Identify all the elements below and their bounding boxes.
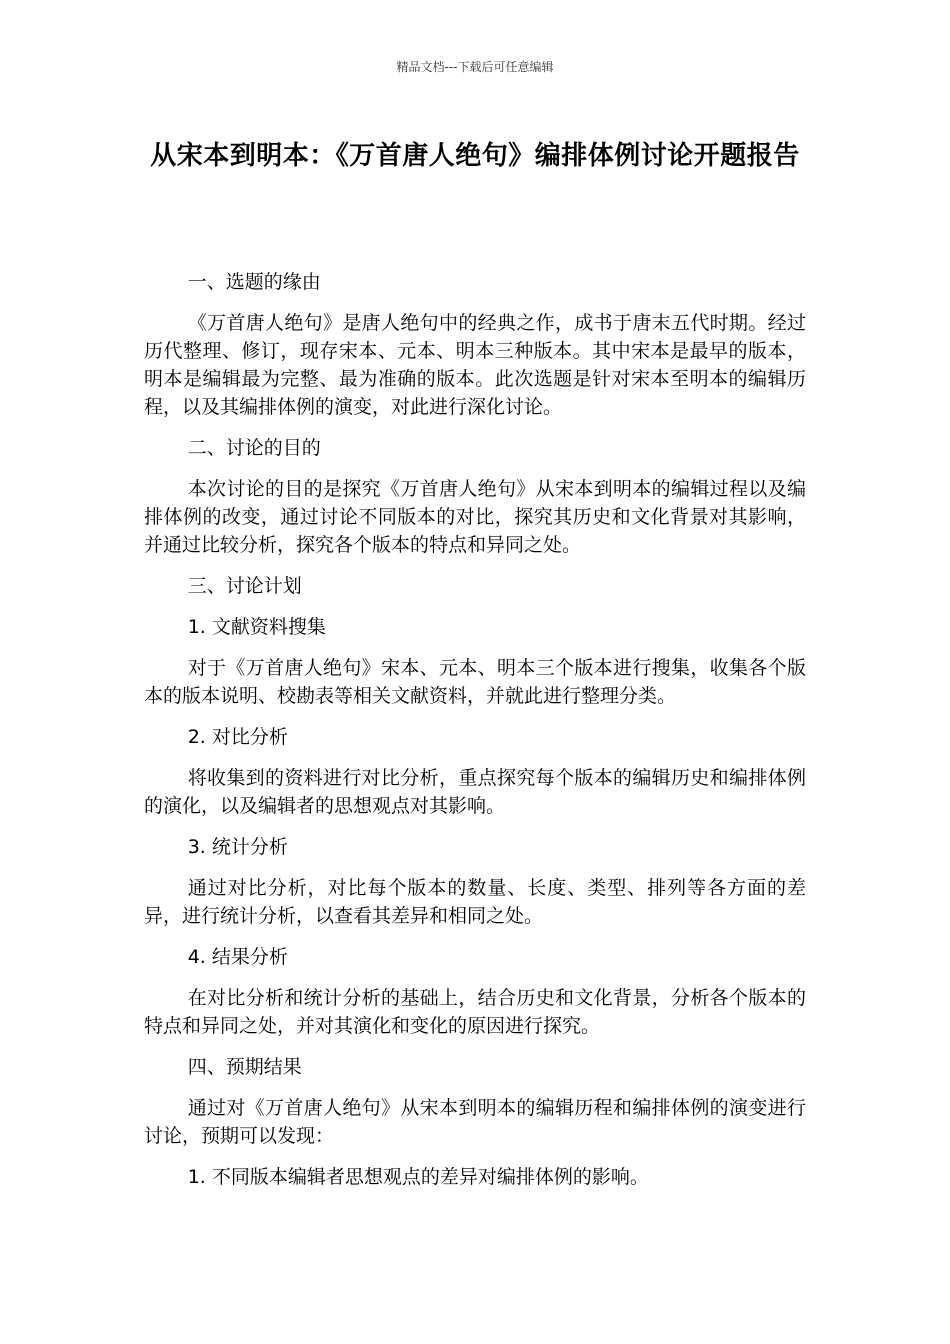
subsection-heading: 3. 统计分析 bbox=[187, 836, 288, 858]
subsection-heading: 1. 文献资料搜集 bbox=[187, 616, 326, 638]
header-note: 精品文档---下载后可任意编辑 bbox=[396, 60, 554, 74]
section-heading: 二、讨论的目的 bbox=[187, 437, 321, 459]
body-paragraph: 本次讨论的目的是探究《万首唐人绝句》从宋本到明本的编辑过程以及编排体例的改变，通过讨论不同版本的对比，探究其历史和文化背景对其影响，并通过比较分析，探究各个版本的特点和异同之处。 bbox=[144, 478, 806, 556]
section-heading: 三、讨论计划 bbox=[187, 575, 302, 597]
subsection-heading: 2. 对比分析 bbox=[187, 726, 288, 748]
list-item: 1. 不同版本编辑者思想观点的差异对编排体例的影响。 bbox=[187, 1166, 649, 1188]
body-paragraph: 通过对《万首唐人绝句》从宋本到明本的编辑历程和编排体例的演变进行讨论，预期可以发现： bbox=[144, 1097, 806, 1147]
document-title: 从宋本到明本：《万首唐人绝句》编排体例讨论开题报告 bbox=[150, 141, 800, 171]
body-paragraph: 《万首唐人绝句》是唐人绝句中的经典之作，成书于唐末五代时期。经过历代整理、修订，现存宋本、元本、明本三种版本。其中宋本是最早的版本，明本是编辑最为完整、最为准确的版本。此次选题是针对宋本至明本的编辑历程，以及其编排体例的演变，对此进行深化讨论。 bbox=[144, 312, 806, 418]
body-paragraph: 在对比分析和统计分析的基础上，结合历史和文化背景，分析各个版本的特点和异同之处，并对其演化和变化的原因进行探究。 bbox=[144, 987, 806, 1037]
body-paragraph: 通过对比分析，对比每个版本的数量、长度、类型、排列等各方面的差异，进行统计分析，以查看其差异和相同之处。 bbox=[144, 877, 806, 927]
subsection-heading: 4. 结果分析 bbox=[187, 946, 288, 968]
body-paragraph: 对于《万首唐人绝句》宋本、元本、明本三个版本进行搜集，收集各个版本的版本说明、校勘表等相关文献资料，并就此进行整理分类。 bbox=[144, 657, 806, 707]
document-body bbox=[144, 268, 806, 1204]
section-heading: 一、选题的缘由 bbox=[187, 271, 321, 293]
section-heading: 四、预期结果 bbox=[187, 1056, 302, 1078]
body-paragraph: 将收集到的资料进行对比分析，重点探究每个版本的编辑历史和编排体例的演化，以及编辑者的思想观点对其影响。 bbox=[144, 767, 806, 817]
